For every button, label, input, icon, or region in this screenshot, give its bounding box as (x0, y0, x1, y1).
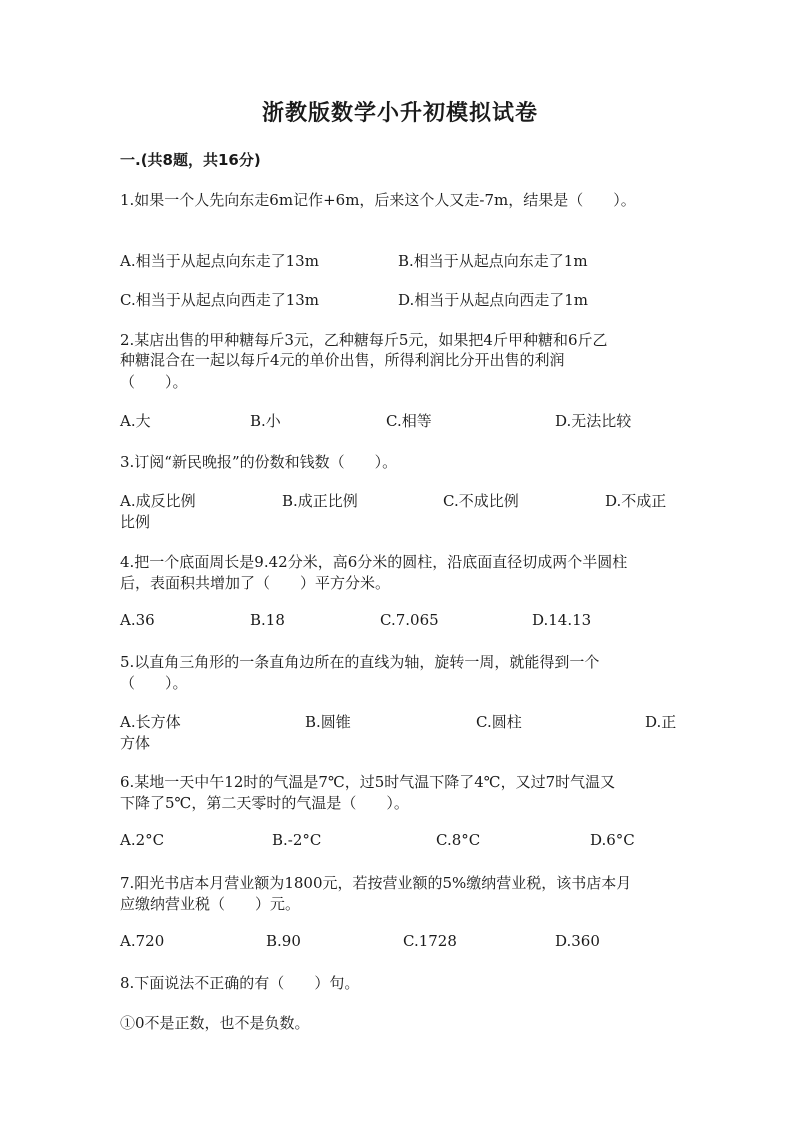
q3-option-d-wrap: 比例 (120, 513, 151, 531)
q6-option-b: B.-2°C (272, 831, 322, 849)
q6-option-c: C.8°C (436, 831, 481, 849)
q7-option-a: A.720 (120, 932, 165, 950)
q3-option-d: D.不成正 (605, 492, 667, 510)
q2-option-d: D.无法比较 (555, 412, 632, 430)
q1-option-a: A.相当于从起点向东走了13m (120, 252, 319, 270)
question-5-stem-line-1: 5.以直角三角形的一条直角边所在的直线为轴，旋转一周，就能得到一个 (120, 653, 600, 671)
q6-option-a: A.2°C (120, 831, 165, 849)
question-6-stem-line-2: 下降了5℃，第二天零时的气温是（ ）。 (120, 794, 409, 812)
q1-option-d: D.相当于从起点向西走了1m (398, 291, 589, 309)
question-7-stem-line-1: 7.阳光书店本月营业额为1800元，若按营业额的5%缴纳营业税，该书店本月 (120, 874, 632, 892)
question-4-stem-line-1: 4.把一个底面周长是9.42分米，高6分米的圆柱，沿底面直径切成两个半圆柱 (120, 553, 628, 571)
q2-option-c: C.相等 (386, 412, 432, 430)
question-3-stem: 3.订阅“新民晚报”的份数和钱数（ ）。 (120, 453, 398, 471)
q4-option-c: C.7.065 (380, 611, 439, 629)
q2-option-b: B.小 (250, 412, 281, 430)
q4-option-b: B.18 (250, 611, 285, 629)
page-title: 浙教版数学小升初模拟试卷 (261, 101, 538, 126)
q3-option-c: C.不成比例 (443, 492, 519, 510)
question-4-stem-line-2: 后，表面积共增加了（ ）平方分米。 (120, 574, 391, 592)
q3-option-b: B.成正比例 (282, 492, 358, 510)
question-2-stem-line-2: 种糖混合在一起以每斤4元的单价出售，所得利润比分开出售的利润 (120, 351, 565, 369)
question-8-stem: 8.下面说法不正确的有（ ）句。 (120, 974, 360, 992)
question-7-stem-line-2: 应缴纳营业税（ ）元。 (120, 895, 301, 913)
q5-option-b: B.圆锥 (305, 713, 351, 731)
section-heading: 一.(共8题，共16分) (120, 151, 261, 169)
q1-option-b: B.相当于从起点向东走了1m (398, 252, 588, 270)
question-2-stem-line-1: 2.某店出售的甲种糖每斤3元，乙种糖每斤5元，如果把4斤甲种糖和6斤乙 (120, 331, 608, 349)
q2-option-a: A.大 (120, 412, 151, 430)
q5-option-d: D.正 (645, 713, 677, 731)
q3-option-a: A.成反比例 (120, 492, 196, 510)
q5-option-a: A.长方体 (120, 713, 181, 731)
q7-option-c: C.1728 (403, 932, 457, 950)
q5-option-d-wrap: 方体 (120, 734, 151, 752)
q4-option-a: A.36 (120, 611, 155, 629)
question-2-stem-line-3: （ ）。 (120, 373, 188, 391)
q6-option-d: D.6°C (590, 831, 635, 849)
q1-option-c: C.相当于从起点向西走了13m (120, 291, 320, 309)
q7-option-b: B.90 (266, 932, 301, 950)
q5-option-c: C.圆柱 (476, 713, 522, 731)
q7-option-d: D.360 (555, 932, 600, 950)
question-8-statement-1: ①0不是正数，也不是负数。 (120, 1014, 310, 1032)
question-6-stem-line-1: 6.某地一天中午12时的气温是7℃，过5时气温下降了4℃，又过7时气温又 (120, 773, 616, 791)
q4-option-d: D.14.13 (532, 611, 592, 629)
question-1-stem: 1.如果一个人先向东走6m记作+6m，后来这个人又走-7m，结果是（ ）。 (120, 191, 636, 209)
question-5-stem-line-2: （ ）。 (120, 674, 188, 692)
